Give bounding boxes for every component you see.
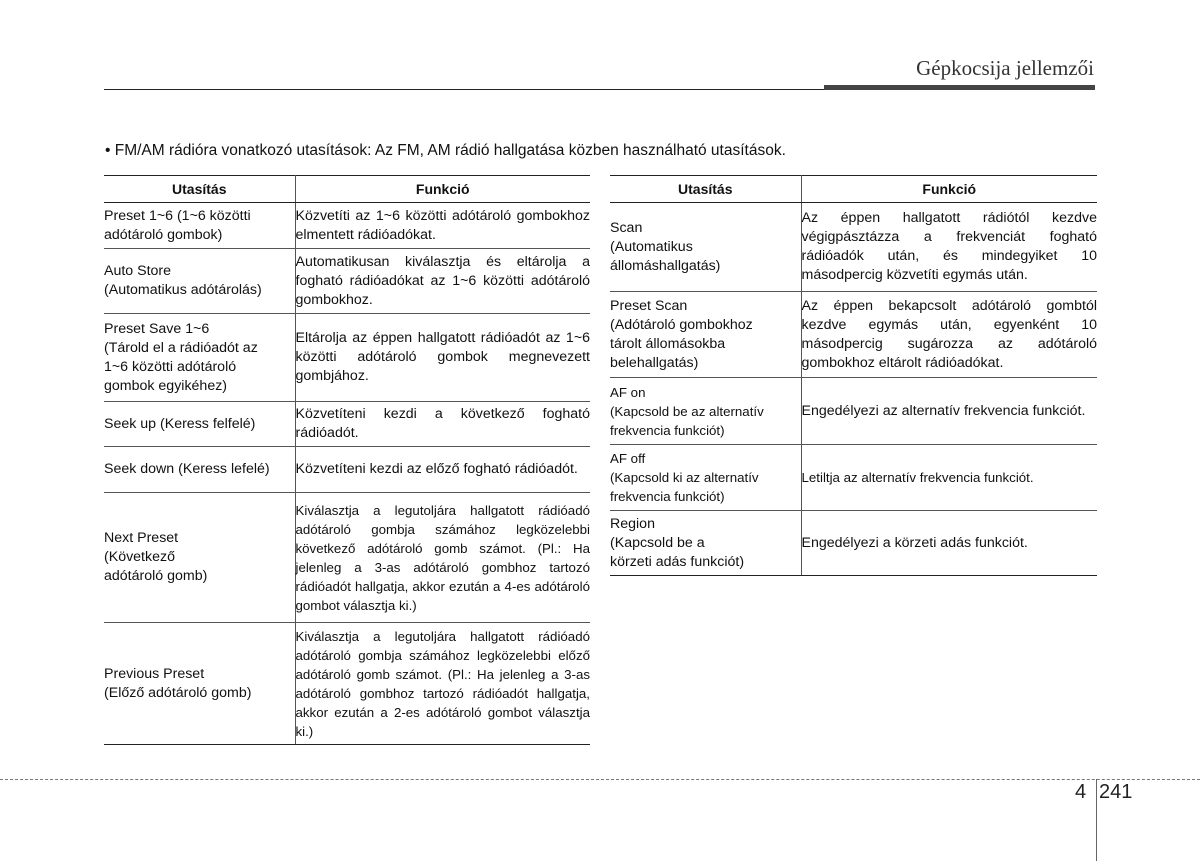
function-cell: Letiltja az alternatív frekvencia funkciót. — [801, 445, 1097, 511]
command-line: Next Preset — [104, 530, 179, 546]
table-row — [104, 447, 590, 493]
function-cell: Közvetíteni kezdi az előző fogható rádióadót. — [295, 447, 590, 493]
function-cell: Kiválasztja a legutoljára hallgatott rádióadó adótároló gombja számához legközelebbi következő adótároló gomb számot. (Pl.: Ha jelenleg a 3-as adótároló gombhoz tartozó rádióadót hallgatja, akkor ezután a 4-es adótároló gombot választja ki.) — [295, 493, 590, 623]
footer-divider — [0, 779, 1200, 780]
command-line: (Következő — [104, 549, 175, 565]
command-line: Auto Store — [104, 263, 172, 279]
header-rule-accent — [824, 85, 1095, 90]
command-line: tárolt állomásokba — [610, 335, 726, 352]
command-line: (Előző adótároló gomb) — [104, 684, 252, 701]
function-cell: Eltárolja az éppen hallgatott rádióadót az 1~6 közötti adótároló gombok megnevezett gombjához. — [295, 314, 590, 402]
command-line: állomáshallgatás) — [610, 257, 721, 274]
command-line: Region — [610, 515, 655, 532]
chapter-number: 4 — [1075, 781, 1087, 803]
column-header-function: Funkció — [801, 176, 1097, 203]
command-line: Preset Save 1~6 — [104, 320, 210, 337]
command-line: (Adótároló gombokhoz — [610, 316, 753, 333]
table-row — [104, 203, 590, 249]
table-row — [610, 292, 1097, 378]
command-cell — [104, 314, 295, 402]
command-line: frekvencia funkciót) — [610, 489, 725, 504]
table-row — [610, 445, 1097, 511]
command-cell — [104, 249, 295, 314]
command-cell — [610, 511, 801, 576]
page-number-divider — [1096, 779, 1097, 861]
command-line: (Kapcsold be a — [610, 534, 705, 551]
command-line: 1~6 közötti adótároló — [104, 358, 237, 375]
command-line: AF off — [610, 451, 646, 466]
command-line: körzeti adás funkciót) — [610, 553, 745, 570]
intro-text: • FM/AM rádióra vonatkozó utasítások: Az FM, AM rádió hallgatása közben használható utasítások. — [105, 142, 786, 159]
function-cell: Az éppen bekapcsolt adótároló gombtól kezdve egymás után, egyenként 10 másodpercig sugározza az adótároló gombokhoz eltárolt rádióadókat. — [801, 292, 1097, 378]
column-header-command: Utasítás — [104, 176, 295, 203]
command-cell — [610, 445, 801, 511]
command-cell — [104, 447, 295, 493]
function-cell: Közvetíteni kezdi a következő fogható rádióadót. — [295, 402, 590, 447]
command-line: gombok egyikéhez) — [104, 377, 228, 394]
command-line: Preset 1~6 (1~6 közötti — [104, 207, 251, 224]
command-line: (Kapcsold ki az alternatív — [610, 470, 759, 485]
command-line: belehallgatás) — [610, 354, 699, 371]
command-cell — [104, 402, 295, 447]
page-number: 241 — [1099, 781, 1133, 803]
table-row — [104, 493, 590, 623]
function-cell: Engedélyezi a körzeti adás funkciót. — [801, 511, 1097, 576]
command-cell — [104, 493, 295, 623]
table-row — [104, 623, 590, 745]
command-line: frekvencia funkciót) — [610, 422, 725, 438]
command-line: (Automatikus adótárolás) — [104, 282, 262, 298]
command-cell — [610, 378, 801, 445]
command-cell — [104, 623, 295, 745]
command-line: Seek down (Keress lefelé) — [104, 461, 270, 477]
table-row — [610, 378, 1097, 445]
function-cell: Az éppen hallgatott rádiótól kezdve végigpásztázza a frekvenciát fogható rádióadók után, és mindegyiket 10 másodpercig közvetíti egymás után. — [801, 203, 1097, 292]
command-line: Seek up (Keress felfelé) — [104, 415, 256, 432]
command-cell — [104, 203, 295, 249]
header-rule — [104, 89, 824, 90]
left-command-table — [104, 175, 590, 745]
command-line: (Tárold el a rádióadót az — [104, 339, 258, 356]
table-header-row — [104, 176, 590, 203]
command-line: Scan — [610, 219, 643, 236]
table-row — [610, 511, 1097, 576]
table-row — [610, 203, 1097, 292]
command-line: Preset Scan — [610, 297, 688, 314]
column-header-function: Funkció — [295, 176, 590, 203]
command-line: Previous Preset — [104, 665, 205, 682]
table-header-row — [610, 176, 1097, 203]
right-command-table — [610, 175, 1097, 576]
function-cell: Közvetíti az 1~6 közötti adótároló gombokhoz elmentett rádióadókat. — [295, 203, 590, 249]
function-cell: Automatikusan kiválasztja és eltárolja a fogható rádióadókat az 1~6 közötti adótároló gombokhoz. — [295, 249, 590, 314]
table-row — [104, 249, 590, 314]
command-line: (Automatikus — [610, 238, 693, 255]
command-line: adótároló gomb) — [104, 568, 208, 584]
command-cell — [610, 292, 801, 378]
command-cell — [610, 203, 801, 292]
function-cell: Engedélyezi az alternatív frekvencia funkciót. — [801, 378, 1097, 445]
column-header-command: Utasítás — [610, 176, 801, 203]
table-row — [104, 314, 590, 402]
function-cell: Kiválasztja a legutoljára hallgatott rádióadó adótároló gombja számához legközelebbi előző adótároló gomb számot. (Pl.: Ha jelenleg a 3-as adótároló gombhoz tartozó rádióadót hallgatja, akkor ezután a 2-es adótároló gombot választja ki.) — [295, 623, 590, 745]
command-line: AF on — [610, 384, 646, 400]
table-row — [104, 402, 590, 447]
command-line: adótároló gombok) — [104, 226, 223, 243]
command-line: (Kapcsold be az alternatív — [610, 403, 764, 419]
page-header-title: Gépkocsija jellemzői — [916, 56, 1094, 80]
